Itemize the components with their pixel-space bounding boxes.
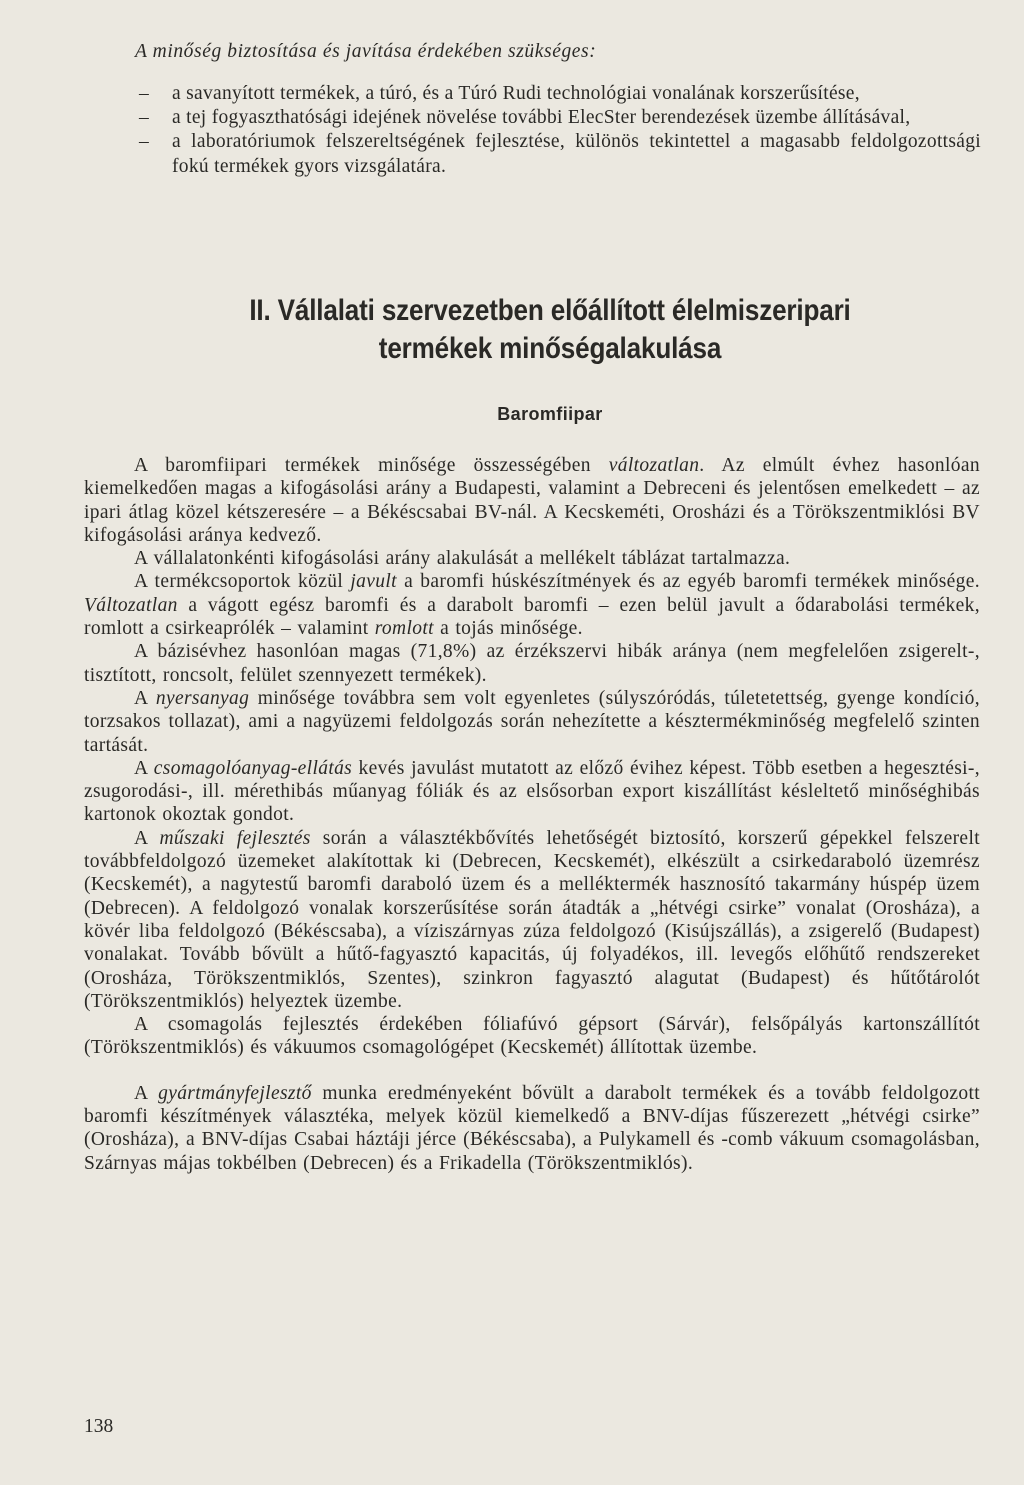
paragraph [84, 827, 980, 1013]
list-item [135, 106, 981, 130]
emphasized-text: műszaki fejlesztés [159, 827, 311, 849]
text-run: A [134, 757, 154, 779]
text-run: a baromfi húskészítmények és az egyéb baromfi termékek minősége. [396, 571, 980, 593]
text-run: a tojás minősége. [433, 618, 583, 640]
text-run: A bázisévhez hasonlóan magas (71,8%) az érzékszervi hibák aránya (nem megfelelően zsigerelt-, tisztított, roncsolt, felület szennyezett termékek). [84, 641, 980, 686]
requirements-list [135, 82, 981, 179]
paragraph [84, 547, 980, 570]
paragraph [84, 1082, 980, 1175]
list-dash: – [139, 131, 150, 153]
body-text [84, 454, 980, 1175]
emphasized-text: csomagolóanyag-ellátás [153, 757, 353, 779]
emphasized-text: nyersanyag [155, 687, 250, 709]
subsection-title: Baromfiipar [497, 404, 603, 424]
list-item-text: a laboratóriumok felszereltségének fejlesztése, különös tekintettel a magasabb feldolgozottsági fokú termékek gyors vizsgálatára. [172, 131, 981, 177]
emphasized-text: romlott [374, 618, 434, 640]
list-item-text: a tej fogyaszthatósági idejének növelése további ElecSter berendezések üzembe állításával, [172, 107, 911, 129]
list-item-text: a savanyított termékek, a túró, és a Túró Rudi technológiai vonalának korszerűsítése, [172, 83, 860, 104]
section-title-line: termékek minőségalakulása [378, 332, 722, 365]
list-dash: – [139, 107, 150, 129]
section-title-line: II. Vállalati szervezetben előállított élelmiszeripari [249, 294, 851, 327]
text-run: a vágott egész baromfi és a darabolt baromfi – ezen belül javult a ődarabolási termékek, romlott a csirkeaprólék – valamint [84, 594, 980, 640]
text-run: A baromfiipari termékek minősége összességében [134, 455, 609, 476]
paragraph [84, 570, 980, 640]
page-number: 138 [84, 1416, 114, 1437]
text-run: A csomagolás fejlesztés érdekében fóliafúvó gépsort (Sárvár), felsőpályás kartonszállítót (Törökszentmiklós) és vákuumos csomagológépet (Kecskemét) állítottak üzembe. [84, 1014, 980, 1059]
intro-heading: A minőség biztosítása és javítása érdekében szükséges: [135, 41, 597, 62]
text-run: A [134, 827, 160, 849]
text-run: munka eredményeként bővült a darabolt termékek és a tovább feldolgozott baromfi készítmények választéka, melyek közül kiemelkedő a BNV-díjas fűszerezett „hétvégi csirke” (Orosháza), a BNV-díjas Csabai háztáji jérce (Békéscsaba), a Pulykamell és -comb vákuum csomagolásban, Szárnyas májas tokbélben (Debrecen) és a Frikadella (Törökszentmiklós). [84, 1082, 980, 1174]
text-run: A [134, 687, 156, 709]
text-run: kevés javulást mutatott az előző évihez képest. Több esetben a hegesztési-, zsugorodási-, ill. mérethibás műanyag fóliák és az elsősorban export kiszállítást késleltető minőséghibás kartonok okoztak gondot. [84, 757, 980, 826]
text-run: során a választékbővítés lehetőségét biztosító, korszerű gépekkel felszerelt továbbfeldolgozó üzemeket alakítottak ki (Debrecen, Kecskemét), elkészült a csirkedaraboló üzemrész (Kecskemét), a nagytestű baromfi daraboló üzem és a melléktermék hasznosító takarmány húspép üzem (Debrecen). A feldolgozó vonalak korszerűsítése során átadták a „hétvégi csirke” vonalat (Orosháza), a kövér liba feldolgozó (Békéscsaba), a víziszárnyas zúza feldolgozó (Kisújszállás), a zsigerelő (Budapest) vonalakat. Tovább bővült a hűtő-fagyasztó kapacitás, új folyadékos, ill. levegős előhűtő rendszereket (Orosháza, Törökszentmiklós, Szentes), szinkron fagyasztó alagutat (Budapest) és hűtőtárolót (Törökszentmiklós) helyeztek üzembe. [84, 827, 980, 1012]
paragraph [84, 454, 980, 547]
text-run: . Az elmúlt évhez hasonlóan kiemelkedően magas a kifogásolási arány a Budapesti, valamint a Debreceni és jelentősen emelkedett – az ipari átlag közel kétszeresére – a Békéscsabai BV-nál. A Kecskeméti, Orosházi és a Törökszentmiklósi BV kifogásolási aránya kedvező. [84, 455, 981, 546]
list-item [135, 130, 981, 178]
text-run: A [134, 1082, 159, 1104]
section-title [167, 292, 933, 368]
text-run: minősége továbbra sem volt egyenletes (súlyszóródás, túletetettség, gyenge kondíció, torzsakos tollazat), ami a nagyüzemi feldolgozás során nehezítette a késztermékminőség megfelelő szinten tartását. [84, 687, 980, 756]
paragraph [84, 1013, 980, 1060]
text-run: A vállalatonkénti kifogásolási arány alakulását a mellékelt táblázat tartalmazza. [134, 548, 791, 570]
emphasized-text: Változatlan [84, 594, 178, 616]
emphasized-text: változatlan [608, 455, 700, 476]
list-dash: – [139, 83, 150, 104]
paragraph [84, 757, 980, 827]
emphasized-text: javult [350, 571, 397, 593]
list-item [135, 82, 981, 106]
paragraph [84, 640, 980, 687]
text-run: A termékcsoportok közül [134, 571, 351, 593]
emphasized-text: gyártmányfejlesztő [158, 1082, 312, 1104]
paragraph [84, 687, 980, 757]
